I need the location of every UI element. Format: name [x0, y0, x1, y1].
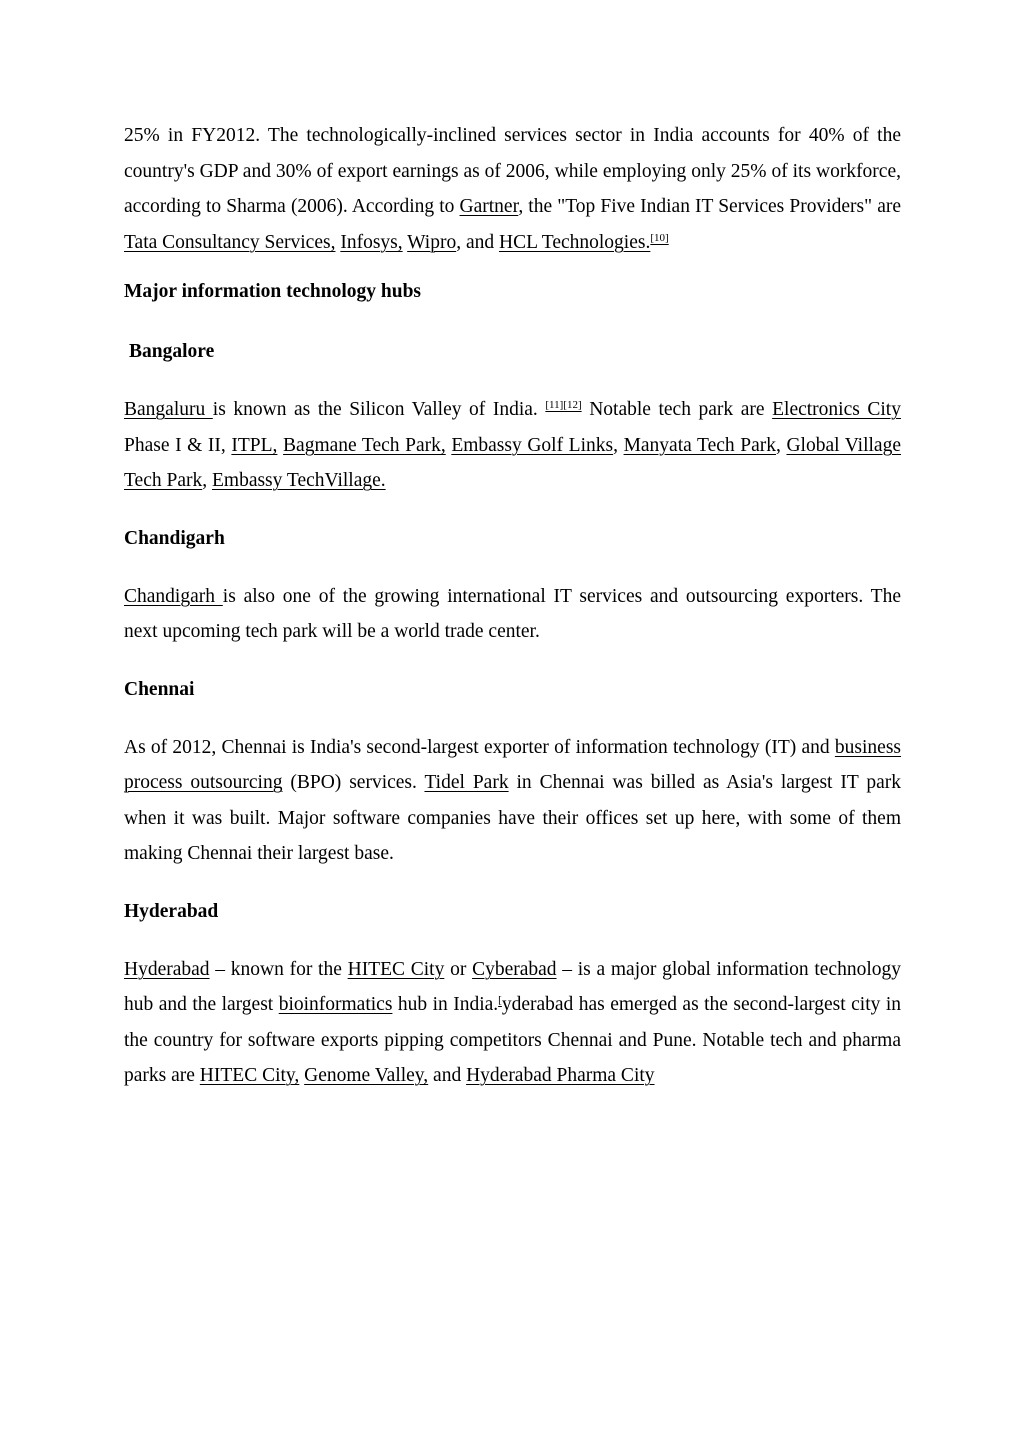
heading-hubs: Major information technology hubs	[124, 281, 422, 302]
link-wipro[interactable]: Wipro	[407, 231, 457, 253]
link-bioinformatics[interactable]: bioinformatics	[278, 994, 393, 1015]
link-itpl[interactable]: ITPL,	[231, 434, 278, 456]
link-hyderabad[interactable]: Hyderabad	[124, 958, 210, 980]
link-bpo[interactable]: business process outsourcing	[124, 736, 901, 793]
bangalore-text: Notable tech park are	[581, 399, 773, 420]
chennai-text: As of 2012, Chennai is India's second-largest exporter of information technology (IT) and	[124, 736, 835, 758]
intro-text: , the "Top Five Indian IT Services Providers" are	[518, 196, 901, 217]
heading-chennai: Chennai	[124, 678, 195, 700]
intro-text: , and	[456, 231, 499, 253]
bangalore-text: Phase I & II,	[124, 434, 232, 456]
reference-10[interactable]: [10]	[650, 231, 669, 244]
hyderabad-text: – known for the	[209, 958, 348, 980]
bangalore-paragraph: Bangaluru is known as the Silicon Valley of India. [11][12] Notable tech park are Electronics City Phase I & II, ITPL, Bagmane Tech Park, Embassy Golf Links, Manyata Tech Park, Global Village Tech Park, Embassy TechVillage.	[124, 399, 901, 491]
chandigarh-paragraph	[124, 579, 901, 650]
link-genome-valley[interactable]: Genome Valley,	[304, 1065, 429, 1086]
link-gartner[interactable]: Gartner	[459, 196, 519, 217]
document-page	[124, 118, 901, 1120]
chennai-text: in Chennai was billed as Asia's largest IT park when it was built. Major software companies have their offices set up here, with some of them making Chennai their largest base.	[124, 772, 901, 864]
link-hcl[interactable]: HCL Technologies.	[498, 231, 651, 253]
heading-chandigarh: Chandigarh	[124, 527, 225, 549]
link-hyderabad-pharma-city[interactable]: Hyderabad Pharma City	[466, 1065, 655, 1086]
hyderabad-text: – is a major global information technology hub and the largest	[124, 958, 901, 1015]
reference-11-12[interactable]: [11][12]	[545, 399, 582, 411]
bangalore-text: is known as the Silicon Valley of India.	[212, 399, 546, 420]
link-chandigarh[interactable]: Chandigarh	[124, 585, 223, 607]
hyderabad-paragraph	[124, 952, 901, 1094]
link-tidel-park[interactable]: Tidel Park	[424, 772, 509, 793]
heading-bangalore: Bangalore	[129, 341, 215, 362]
link-hitec-city-2[interactable]: HITEC City,	[199, 1065, 300, 1086]
chennai-paragraph	[124, 730, 901, 872]
reference-hyderabad[interactable]: [	[498, 994, 502, 1006]
heading-hyderabad: Hyderabad	[124, 900, 219, 922]
hyderabad-text: yderabad has emerged as the second-largest city in the country for software exports pipping competitors Chennai and Pune. Notable tech and pharma parks are	[124, 994, 901, 1086]
link-hitec-city[interactable]: HITEC City	[347, 958, 445, 980]
link-global-village[interactable]: Global Village Tech Park	[124, 434, 901, 491]
link-bangaluru[interactable]: Bangaluru	[124, 399, 213, 420]
link-embassy-golf-links[interactable]: Embassy Golf Links	[451, 434, 614, 456]
link-tcs[interactable]: Tata Consultancy Services,	[124, 231, 336, 253]
link-infosys[interactable]: Infosys,	[340, 231, 403, 253]
link-manyata[interactable]: Manyata Tech Park	[623, 434, 776, 456]
hyderabad-text: or	[444, 958, 473, 980]
chennai-text: (BPO) services.	[282, 772, 425, 793]
link-cyberabad[interactable]: Cyberabad	[472, 958, 557, 980]
link-embassy-techvillage[interactable]: Embassy TechVillage.	[211, 470, 386, 491]
intro-text: 25% in FY2012. The technologically-inclined services sector in India accounts for 40% of the country's GDP and 30% of export earnings as of 2006, while employing only 25% of its workforce, according to Sharma (2006). According to	[124, 125, 901, 217]
chandigarh-text: is also one of the growing international IT services and outsourcing exporters. The next upcoming tech park will be a world trade center.	[124, 585, 901, 642]
link-bagmane[interactable]: Bagmane Tech Park,	[283, 434, 446, 456]
hyderabad-text: hub in India.	[392, 994, 499, 1015]
link-electronics-city[interactable]: Electronics City	[772, 399, 901, 420]
intro-paragraph	[124, 118, 901, 260]
hyderabad-text: and	[428, 1065, 467, 1086]
